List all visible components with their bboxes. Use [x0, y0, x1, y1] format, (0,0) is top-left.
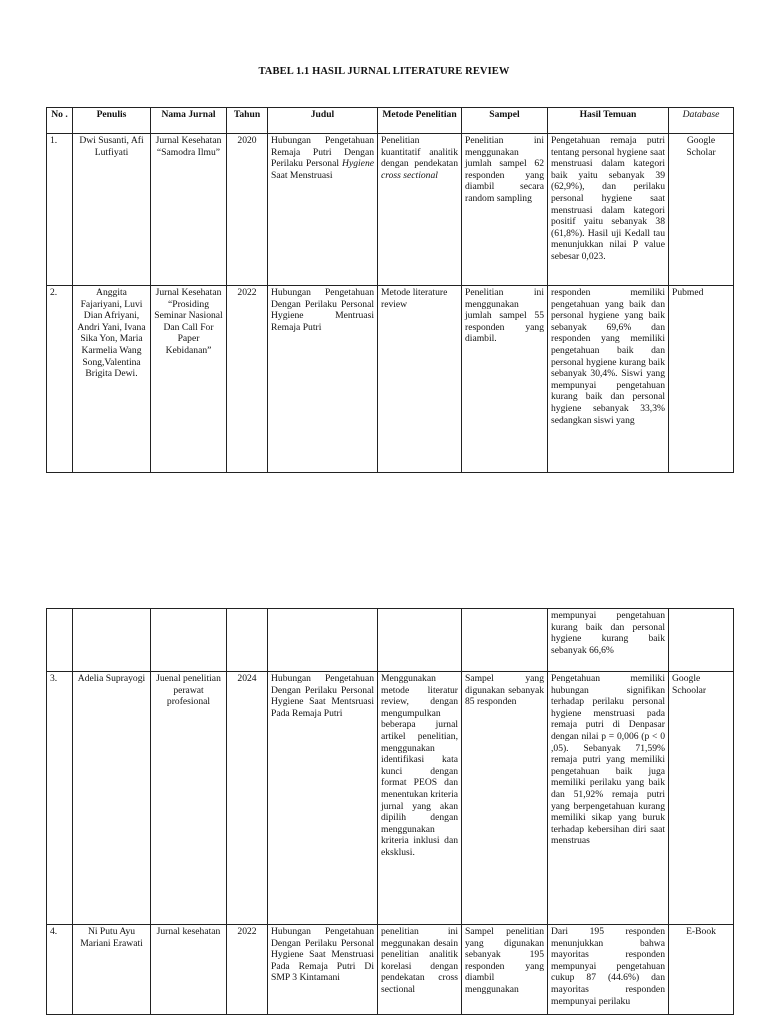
cell-nama-jurnal	[151, 609, 227, 672]
cell-sampel	[462, 609, 548, 672]
table-header-row	[47, 108, 734, 134]
cell-judul	[268, 609, 378, 672]
cell-no: 2.	[47, 286, 73, 473]
cell-nama-jurnal: Jurnal kesehatan	[151, 925, 227, 1015]
cell-database: Google Schoolar	[669, 672, 734, 925]
cell-judul: Hubungan Pengetahuan Dengan Perilaku Personal Hygiene Saat Mentsruasi Pada Remaja Putri	[268, 672, 378, 925]
cell-penulis: Dwi Susanti, Afi Lutfiyati	[73, 134, 151, 286]
header-tahun: Tahun	[227, 108, 268, 134]
cell-sampel: Sampel yang digunakan sebanyak 85 responden	[462, 672, 548, 925]
cell-nama-jurnal: Jurnal Kesehatan “Samodra Ilmu”	[151, 134, 227, 286]
header-metode: Metode Penelitian	[378, 108, 462, 134]
cell-metode: penelitian ini meggunakan desain penelitian analitik korelasi dengan pendekatan cross sectional	[378, 925, 462, 1015]
cell-metode: Menggunakan metode literatur review, dengan mengumpulkan beberapa jurnal artikel penelitian, menggunakan identifikasi kata kunci dengan format PEOS dan menentukan kriteria jurnal yang akan dipilih dengan menggunakan kriteria inklusi dan eksklusi.	[378, 672, 462, 925]
cell-sampel: Penelitian ini menggunakan jumlah sampel 62 responden yang diambil secara random sampling	[462, 134, 548, 286]
cell-hasil: Pengetahuan remaja putri tentang personal hygiene saat menstruasi dalam kategori baik yaitu sebanyak 39 (62,9%), dan perilaku personal hygiene saat menstruasi dalam kategori positif yaitu sebanyak 38 (61,8%). Hasil uji Kedall tau menunjukkan nilai P value sebesar 0,023.	[548, 134, 669, 286]
cell-sampel: Sampel penelitian yang digunakan sebanyak 195 responden yang diambil menggunakan	[462, 925, 548, 1015]
cell-tahun: 2022	[227, 925, 268, 1015]
cell-database	[669, 609, 734, 672]
metode-text: Penelitian kuantitatif analitik dengan pendekatan	[381, 135, 458, 170]
header-nama-jurnal: Nama Jurnal	[151, 108, 227, 134]
cell-sampel: Penelitian ini menggunakan jumlah sampel 55 responden yang diambil.	[462, 286, 548, 473]
cell-nama-jurnal: Juenal penelitian perawat profesional	[151, 672, 227, 925]
cell-tahun: 2020	[227, 134, 268, 286]
cell-penulis: Ni Putu Ayu Mariani Erawati	[73, 925, 151, 1015]
table-row-continuation	[47, 609, 734, 672]
cell-hasil: Dari 195 responden menunjukkan bahwa mayoritas responden mempunyai pengetahuan cukup 87 (44.6%) dan mayoritas responden mempunyai perilaku	[548, 925, 669, 1015]
cell-database: Google Scholar	[669, 134, 734, 286]
cell-no	[47, 609, 73, 672]
header-judul: Judul	[268, 108, 378, 134]
table-title: TABEL 1.1 HASIL JURNAL LITERATURE REVIEW	[258, 66, 510, 77]
header-hasil: Hasil Temuan	[548, 108, 669, 134]
cell-hasil: mempunyai pengetahuan kurang baik dan personal hygiene kurang baik sebanyak 66,6%	[548, 609, 669, 672]
cell-penulis: Adelia Suprayogi	[73, 672, 151, 925]
literature-table-part-2	[46, 608, 734, 1015]
cell-tahun: 2024	[227, 672, 268, 925]
table-row	[47, 286, 734, 473]
literature-table-part-1	[46, 107, 734, 473]
cell-no: 1.	[47, 134, 73, 286]
cell-tahun	[227, 609, 268, 672]
cell-nama-jurnal: Jurnal Kesehatan “Prosiding Seminar Nasional Dan Call For Paper Kebidanan”	[151, 286, 227, 473]
cell-judul: Hubungan Pengetahuan Dengan Perilaku Personal Hygiene Saat Menstruasi Pada Remaja Putri Di SMP 3 Kintamani	[268, 925, 378, 1015]
judul-italic-text: Hygiene	[342, 158, 374, 170]
cell-no: 3.	[47, 672, 73, 925]
cell-hasil: responden memiliki pengetahuan yang baik dan personal hygiene yang baik sebanyak 69,6% dan responden yang memiliki pengetahuan baik dan personal hygiene kurang baik sebanyak 30,4%. Siswi yang mempunyai pengetahuan kurang baik dan personal hygiene sebanyak 33,3% sedangkan siswi yang	[548, 286, 669, 473]
cell-database: E-Book	[669, 925, 734, 1015]
table-row	[47, 672, 734, 925]
cell-judul: Hubungan Pengetahuan Dengan Perilaku Personal Hygiene Mentruasi Remaja Putri	[268, 286, 378, 473]
header-no: No .	[47, 108, 73, 134]
cell-judul	[268, 134, 378, 286]
cell-hasil: Pengetahuan memiliki hubungan signifikan terhadap perilaku personal hygiene menstruasi pada remaja putri di Denpasar dengan nilai p = 0,006 (p < 0 ,05). Sebanyak 71,59% remaja putri yang memiliki pengetahuan baik juga memiliki perilaku yang baik dan 51,92% remaja putri yang berpengetahuan kurang memiliki sikap yang buruk terhadap kebersihan diri saat menstruas	[548, 672, 669, 925]
table-row	[47, 134, 734, 286]
cell-metode	[378, 609, 462, 672]
judul-text-end: Saat Menstruasi	[271, 169, 333, 181]
cell-no: 4.	[47, 925, 73, 1015]
header-database: Database	[669, 108, 734, 134]
cell-penulis	[73, 609, 151, 672]
cell-penulis: Anggita Fajariyani, Luvi Dian Afriyani, Andri Yani, Ivana Sika Yon, Maria Karmelia Wang Song,Valentina Brigita Dewi.	[73, 286, 151, 473]
cell-database: Pubmed	[669, 286, 734, 473]
cell-tahun: 2022	[227, 286, 268, 473]
judul-text: Hubungan Pengetahuan Remaja Putri Dengan Perilaku Personal	[271, 135, 374, 170]
cell-metode	[378, 134, 462, 286]
header-sampel: Sampel	[462, 108, 548, 134]
table-row	[47, 925, 734, 1015]
header-penulis: Penulis	[73, 108, 151, 134]
cell-metode: Metode literature review	[378, 286, 462, 473]
metode-italic-text: cross sectional	[381, 169, 438, 181]
